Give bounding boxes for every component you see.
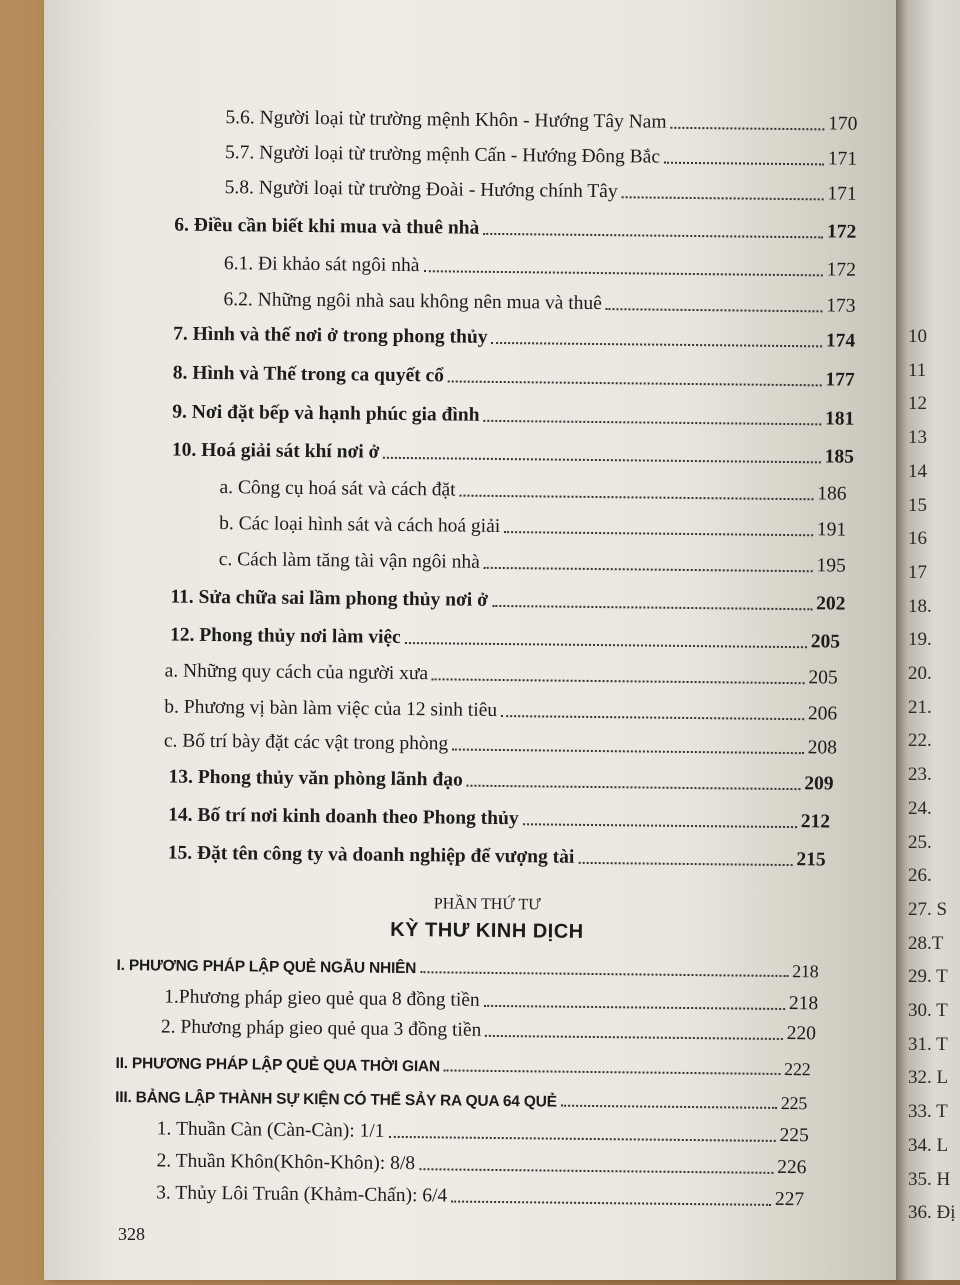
toc-entry-page: 202	[816, 593, 846, 615]
toc-entry-page: 177	[825, 369, 855, 391]
toc-entry-page: 209	[804, 773, 834, 795]
toc-entry-title: b. Các loại hình sát và cách hoá giải	[219, 513, 501, 537]
toc-entry-page: 215	[796, 849, 826, 871]
toc-entry	[164, 987, 818, 1016]
toc-entry-title: 12. Phong thủy nơi làm việc	[169, 624, 401, 648]
dot-leader	[501, 715, 804, 720]
toc-entry-page: 212	[800, 811, 831, 833]
toc-entry-title: c. Cách làm tăng tài vận ngôi nhà	[218, 549, 480, 573]
adjacent-page-item-number: 12	[908, 393, 927, 415]
toc-entry-page: 205	[810, 631, 841, 653]
toc-entry-page: 205	[808, 667, 838, 689]
toc-entry	[173, 324, 855, 353]
adjacent-page-item-number: 33. T	[908, 1101, 948, 1123]
toc-entry-page: 218	[792, 961, 819, 982]
dot-leader	[578, 862, 792, 866]
adjacent-page-item-number: 10	[908, 326, 927, 347]
toc-entry-title: II. PHƯƠNG PHÁP LẬP QUẺ QUA THỜI GIAN	[115, 1054, 441, 1076]
toc-entry-page: 222	[784, 1058, 811, 1080]
dot-leader	[432, 678, 804, 684]
toc-entry	[172, 402, 854, 431]
toc-entry-title: c. Bố trí bày đặt các vật trong phòng	[163, 730, 449, 755]
toc-entry	[223, 289, 855, 318]
toc-entry-title: 6. Điều cần biết khi mua và thuê nhà	[174, 214, 480, 239]
adjacent-page-item-number: 13	[908, 427, 927, 449]
toc-entry-page: 218	[788, 993, 819, 1015]
adjacent-page-item-number: 29. T	[908, 966, 948, 988]
toc-entry-page: 171	[827, 183, 857, 205]
toc-entry-page: 208	[807, 737, 837, 759]
adjacent-page-item-number: 22.	[908, 730, 932, 752]
adjacent-page-item-number: 25.	[908, 831, 932, 853]
adjacent-page-item-number: 28.T	[908, 932, 944, 954]
toc-entry-page: 227	[774, 1188, 805, 1211]
toc-entry-title: 5.6. Người loại từ trường mệnh Khôn - Hướng Tây Nam	[225, 107, 667, 133]
adjacent-page-item-number: 21.	[908, 696, 932, 718]
adjacent-page-item-number: 18.	[908, 595, 932, 617]
toc-entry	[115, 1086, 807, 1114]
dot-leader	[405, 642, 807, 648]
dot-leader	[388, 1136, 775, 1142]
dot-leader	[452, 749, 803, 755]
toc-entry	[170, 625, 840, 654]
toc-entry-page: 174	[825, 330, 856, 352]
dot-leader	[483, 233, 823, 239]
toc-entry	[173, 363, 855, 392]
adjacent-page-item-number: 24.	[908, 797, 932, 819]
toc-entry	[172, 440, 854, 469]
toc-entry	[156, 1150, 806, 1179]
dot-leader	[664, 162, 824, 166]
toc-entry-title: a. Những quy cách của người xưa	[164, 660, 429, 685]
toc-entry-title: 2. Phương pháp gieo quẻ qua 3 đồng tiền	[160, 1016, 482, 1041]
toc-entry-title: 11. Sửa chữa sai lầm phong thủy nơi ở	[170, 586, 489, 611]
toc-entry-title: a. Công cụ hoá sát và cách đặt	[219, 477, 456, 501]
adjacent-page-item-number: 16	[908, 528, 927, 550]
dot-leader	[671, 127, 825, 131]
adjacent-page-item-number: 31. T	[908, 1033, 948, 1055]
adjacent-page-item-number: 17	[908, 561, 927, 583]
toc-entry-title: 3. Thủy Lôi Truân (Khảm-Chấn): 6/4	[156, 1182, 448, 1207]
toc-entry	[170, 587, 845, 616]
toc-entry-title: 1. Thuần Càn (Càn-Càn): 1/1	[156, 1118, 385, 1142]
dot-leader	[460, 495, 814, 501]
dot-leader	[383, 457, 820, 464]
part-title: KỲ THƯ KINH DỊCH	[390, 918, 584, 943]
toc-entry-title: 2. Thuần Khôn(Khôn-Khôn): 8/8	[156, 1150, 416, 1175]
toc-entry-page: 220	[786, 1023, 817, 1045]
toc-entry	[168, 767, 833, 796]
dot-leader	[451, 1201, 771, 1206]
toc-entry-title: 13. Phong thủy văn phòng lãnh đạo	[168, 766, 463, 791]
toc-entry-title: 10. Hoá giải sát khí nơi ở	[171, 439, 380, 463]
dot-leader	[444, 1069, 780, 1075]
dot-leader	[561, 1105, 777, 1109]
toc-entry	[219, 549, 846, 578]
toc-entry	[219, 513, 846, 542]
dot-leader	[606, 308, 822, 312]
adjacent-page-item-number: 36. Đị	[908, 1202, 956, 1224]
toc-entry	[174, 215, 856, 244]
toc-entry-page: 195	[816, 555, 846, 577]
adjacent-page-item-number: 26.	[908, 865, 932, 887]
adjacent-page-item-number: 23.	[908, 764, 932, 786]
adjacent-page-item-number: 32. L	[908, 1067, 949, 1089]
dot-leader	[491, 342, 821, 347]
adjacent-page-item-number: 34. L	[908, 1134, 949, 1156]
toc-entry-page: 206	[807, 703, 838, 725]
dot-leader	[523, 823, 797, 828]
adjacent-page-item-number: 35. H	[908, 1168, 951, 1190]
toc-entry	[115, 1052, 810, 1080]
toc-entry-page: 225	[779, 1124, 809, 1147]
toc-entry	[225, 177, 857, 206]
toc-entry-title: 1.Phương pháp gieo quẻ qua 8 đồng tiền	[164, 986, 480, 1011]
dot-leader	[492, 605, 812, 610]
toc-entry-page: 171	[827, 148, 858, 170]
toc-entry-title: b. Phương vị bàn làm việc của 12 sinh tiêu	[164, 696, 498, 721]
dot-leader	[467, 785, 801, 790]
toc-entry-page: 181	[824, 408, 855, 430]
toc-entry-page: 173	[826, 295, 856, 317]
toc-entry	[225, 107, 857, 136]
dot-leader	[448, 380, 822, 386]
adjacent-page-item-number: 19.	[908, 629, 932, 651]
toc-entry-page: 172	[826, 259, 857, 281]
dot-leader	[483, 420, 821, 426]
toc-entry-title: 6.1. Đi khảo sát ngôi nhà	[223, 253, 420, 277]
adjacent-page-item-number: 30. T	[908, 1000, 948, 1021]
dot-leader	[485, 1035, 782, 1040]
toc-entry-page: 226	[777, 1156, 807, 1179]
adjacent-page-item-number: 11	[908, 359, 927, 381]
dot-leader	[504, 531, 813, 536]
toc-entry	[164, 730, 837, 759]
toc-entry	[165, 660, 838, 689]
adjacent-page-item-number: 27. S	[908, 898, 948, 920]
toc-entry-page: 186	[817, 483, 847, 505]
toc-entry-title: 6.2. Những ngôi nhà sau không nên mua và thuê	[223, 289, 602, 315]
toc-entry-page: 172	[826, 221, 857, 243]
page-number: 328	[118, 1224, 145, 1244]
toc-entry	[161, 1016, 816, 1045]
adjacent-page-item-number: 15	[908, 494, 927, 516]
part-label: PHẦN THỨ TƯ	[433, 895, 541, 914]
toc-entry	[225, 142, 857, 171]
toc-entry	[219, 477, 846, 506]
toc-entry	[157, 1118, 809, 1147]
dot-leader	[423, 270, 822, 276]
adjacent-page-item-number: 14	[908, 460, 927, 482]
toc-entry-page: 185	[824, 446, 855, 468]
dot-leader	[484, 567, 813, 572]
adjacent-page-item-number: 20.	[908, 663, 932, 684]
toc-entry	[224, 253, 856, 282]
dot-leader	[622, 196, 824, 200]
dot-leader	[420, 971, 788, 977]
toc-entry-title: 9. Nơi đặt bếp và hạnh phúc gia đình	[172, 401, 480, 426]
toc-entry	[116, 954, 818, 982]
toc-entry	[168, 843, 826, 872]
dot-leader	[484, 1005, 785, 1010]
toc-entry-title: III. BẢNG LẬP THÀNH SỰ KIỆN CÓ THỂ SẢY RA QUA 64 QUẺ	[115, 1088, 557, 1111]
toc-entry-title: 15. Đặt tên công ty và doanh nghiệp để vượng tài	[167, 842, 575, 868]
toc-entry-title: 8. Hình và Thế trong ca quyết cổ	[172, 362, 445, 387]
toc-entry	[168, 805, 830, 834]
toc-entry-page: 191	[816, 519, 847, 541]
dot-leader	[419, 1168, 773, 1174]
toc-entry-title: 5.7. Người loại từ trường mệnh Cấn - Hướng Đông Bắc	[224, 142, 661, 168]
toc-entry-title: 14. Bố trí nơi kinh doanh theo Phong thủy	[168, 804, 519, 830]
toc-entry-title: 7. Hình và thế nơi ở trong phong thủy	[173, 323, 488, 348]
toc-entry	[164, 696, 837, 725]
toc-entry-page: 170	[828, 113, 858, 135]
toc-entry-title: 5.8. Người loại từ trường Đoài - Hướng chính Tây	[224, 177, 618, 203]
toc-entry	[156, 1182, 804, 1211]
toc-entry-title: I. PHƯƠNG PHÁP LẬP QUẺ NGẪU NHIÊN	[116, 957, 417, 978]
toc-entry-page: 225	[780, 1092, 808, 1114]
